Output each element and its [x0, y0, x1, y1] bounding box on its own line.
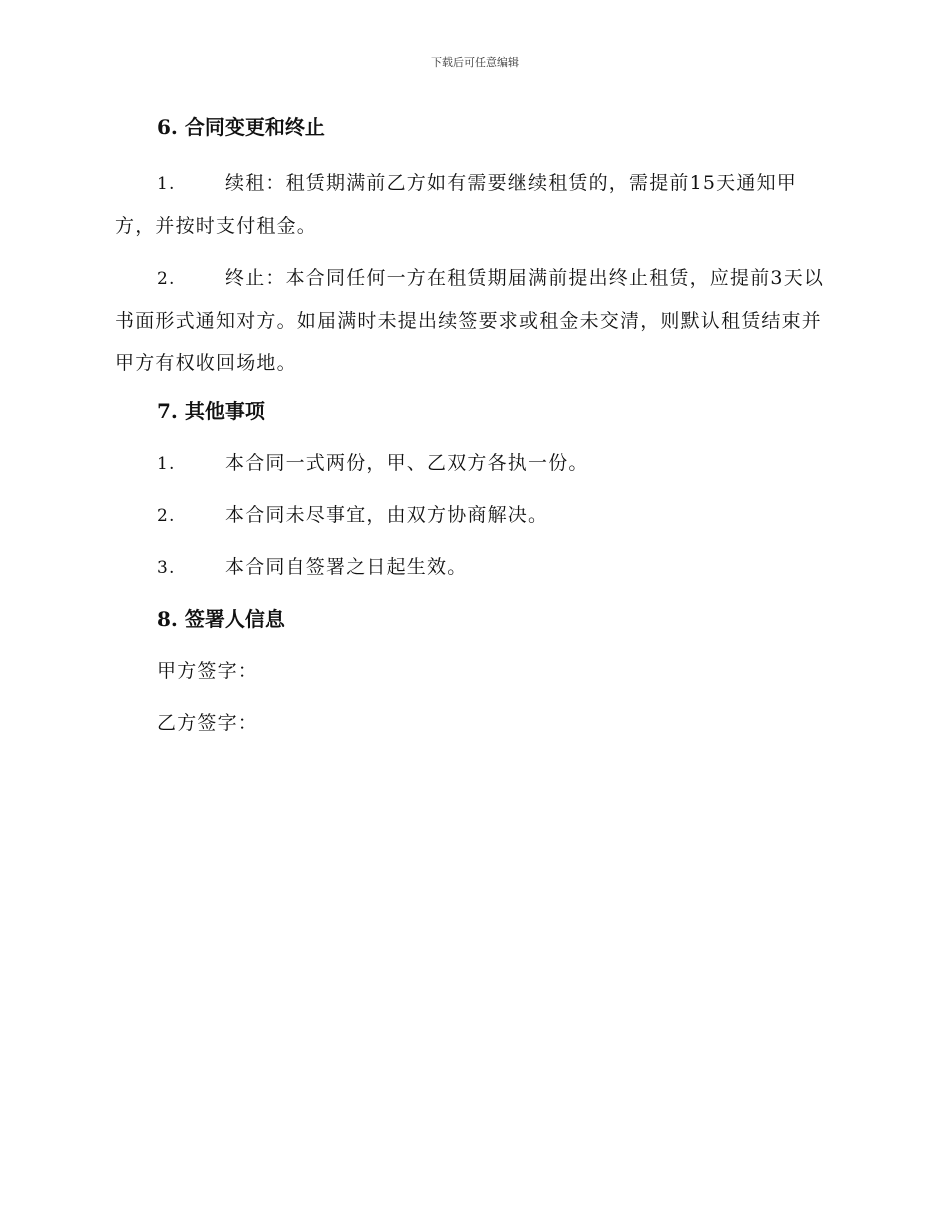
item-text: 终止：本合同任何一方在租赁期届满前提出终止租赁，应提前3天以书面形式通知对方。如届满时未提出续签要求或租金未交清，则默认租赁结束并甲方有权收回场地。: [115, 267, 825, 374]
item-text: 本合同一式两份，甲、乙双方各执一份。: [225, 452, 589, 474]
item-number: 1.: [157, 174, 176, 194]
party-a-signature-label: 甲方签字：: [157, 660, 259, 682]
item-number: 3.: [157, 558, 176, 578]
item-text: 续租：租赁期满前乙方如有需要继续租赁的，需提前15天通知甲方，并按时支付租金。: [115, 172, 797, 237]
page-header: 下载后可任意编辑: [431, 56, 519, 69]
item-text: 本合同未尽事宜，由双方协商解决。: [225, 504, 549, 526]
section-7-title: 7. 其他事项: [157, 399, 265, 423]
party-b-signature-label: 乙方签字：: [157, 712, 259, 734]
item-number: 2.: [157, 269, 176, 289]
section-7-item-2: [115, 498, 835, 550]
section-6-title: 6. 合同变更和终止: [157, 115, 325, 139]
section-6-item-2: [115, 257, 835, 384]
section-6-item-1: [115, 162, 835, 247]
section-8-title: 8. 签署人信息: [157, 607, 285, 631]
document-body: [115, 110, 835, 758]
item-number: 2.: [157, 506, 176, 526]
section-7-item-3: [115, 550, 835, 602]
item-number: 1.: [157, 454, 176, 474]
section-7-item-1: [115, 446, 835, 498]
item-text: 本合同自签署之日起生效。: [225, 556, 468, 578]
